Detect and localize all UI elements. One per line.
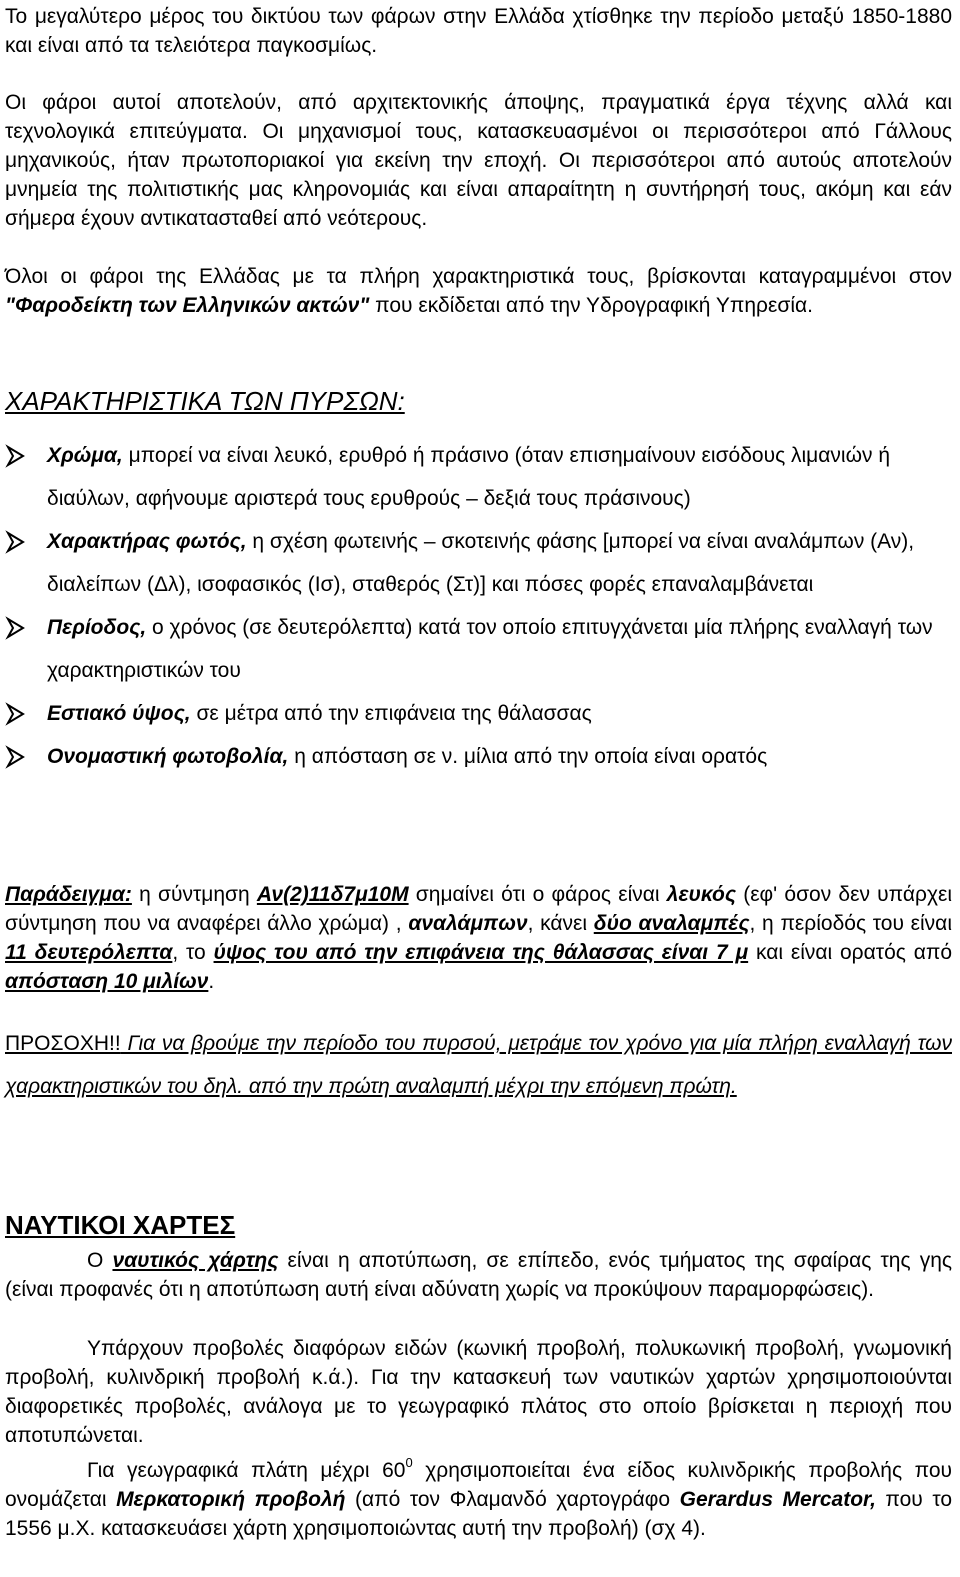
attention-label: ΠΡΟΣΟΧΗ!! <box>5 1032 121 1055</box>
example-text: , το <box>172 941 214 964</box>
charts-text: που το 1556 μ.Χ. κατασκευάσει χάρτη χρησιμοποιώντας αυτή την προβολή) (σχ 4). <box>5 1488 952 1540</box>
mercator-name: Gerardus Mercator, <box>679 1488 876 1511</box>
example-emphasis: 11 δευτερόλεπτα <box>5 941 173 964</box>
list-item-color <box>5 434 952 520</box>
arrow-bullet-icon <box>5 520 27 563</box>
list-item-term: Χρώμα, <box>47 444 123 467</box>
example-paragraph <box>5 880 952 996</box>
example-text: . <box>208 970 215 993</box>
example-text: και είναι ορατός από <box>748 941 953 964</box>
example-code: Αν(2)11δ7μ10Μ <box>256 883 409 906</box>
example-emphasis: απόσταση 10 μιλίων <box>5 970 209 993</box>
attention-text: Για να βρούμε την περίοδο του πυρσού, μετράμε τον χρόνο για μία πλήρη εναλλαγή των χαρακτηριστικών του δηλ. από την πρώτη αναλαμπή μέχρι την επόμενη πρώτη. <box>5 1032 952 1098</box>
list-item-period <box>5 606 952 692</box>
example-emphasis: λευκός <box>666 883 736 906</box>
intro-paragraph-2 <box>5 88 952 233</box>
example-emphasis: αναλάμπων <box>408 912 528 935</box>
charts-text: Ο <box>87 1249 113 1272</box>
list-item-term: Εστιακό ύψος, <box>47 702 191 725</box>
list-item-term: Χαρακτήρας φωτός, <box>47 530 247 553</box>
example-text: σημαίνει ότι ο φάρος είναι <box>408 883 667 906</box>
charts-text: είναι η αποτύπωση, σε επίπεδο, ενός τμήματος της σφαίρας της γης (είναι προφανές ότι η αποτύπωση αυτή είναι αδύνατη χωρίς να προκύψουν παραμορφώσεις). <box>5 1249 953 1301</box>
arrow-bullet-icon <box>5 606 27 649</box>
lighthouse-index-title: "Φαροδείκτη των Ελληνικών ακτών" <box>5 294 370 317</box>
list-item-light-character <box>5 520 952 606</box>
list-item-text: μπορεί να είναι λευκό, ερυθρό ή πράσινο (όταν επισημαίνουν εισόδους λιμανιών ή διαύλων, αφήνουμε αριστερά τους ερυθρούς – δεξιά τους πράσινους) <box>47 444 890 510</box>
degree-superscript: 0 <box>405 1455 413 1470</box>
list-item-text: η απόσταση σε ν. μίλια από την οποία είναι ορατός <box>288 745 768 768</box>
list-item-text: η σχέση φωτεινής – σκοτεινής φάσης [μπορεί να είναι αναλάμπων (Αν), διαλείπων (Δλ), ισοφασικός (Ισ), σταθερός (Στ)] και πόσες φορές επαναλαμβάνεται <box>47 530 915 596</box>
list-item-term: Περίοδος, <box>47 616 147 639</box>
intro-p3-text-end: που εκδίδεται από την Υδρογραφική Υπηρεσία. <box>369 294 813 317</box>
list-item-text: ο χρόνος (σε δευτερόλεπτα) κατά τον οποίο επιτυγχάνεται μία πλήρης εναλλαγή των χαρακτηριστικών του <box>47 616 933 682</box>
intro-paragraph-2-text: Οι φάροι αυτοί αποτελούν, από αρχιτεκτονικής άποψης, πραγματικά έργα τέχνης αλλά και τεχνολογικά επιτεύγματα. Οι μηχανισμοί τους, κατασκευασμένοι οι περισσότεροι από Γάλλους μηχανικούς, ήταν πρωτοποριακοί για εκείνη την εποχή. Οι περισσότεροι από αυτούς αποτελούν μνημεία της πολιτιστικής μας κληρονομιάς και είναι απαραίτητη η συντήρησή τους, ακόμη και εάν σήμερα έχουν αντικατασταθεί από νεότερους. <box>5 91 952 230</box>
example-text: , κάνει <box>527 912 594 935</box>
arrow-bullet-icon <box>5 735 27 778</box>
arrow-bullet-icon <box>5 434 27 477</box>
intro-p3-text: Όλοι οι φάροι της Ελλάδας με τα πλήρη χαρακτηριστικά τους, βρίσκονται καταγραμμένοι στον <box>5 265 952 288</box>
characteristics-list <box>5 434 952 778</box>
list-item-text: σε μέτρα από την επιφάνεια της θάλασσας <box>190 702 592 725</box>
charts-text: (από τον Φλαμανδό χαρτογράφο <box>345 1488 680 1511</box>
example-emphasis: ύψος του από την επιφάνεια της θάλασσας είναι 7 μ <box>213 941 749 964</box>
intro-paragraph-3 <box>5 262 952 320</box>
arrow-bullet-icon <box>5 692 27 735</box>
list-item-focal-height <box>5 692 952 735</box>
nautical-charts-heading: ΝΑΥΤΙΚΟΙ ΧΑΡΤΕΣ <box>5 1210 236 1240</box>
list-item-nominal-range <box>5 735 952 778</box>
mercator-projection-term: Μερκατορική προβολή <box>116 1488 346 1511</box>
example-label: Παράδειγμα: <box>5 883 132 906</box>
charts-paragraph-1 <box>5 1246 952 1304</box>
attention-note <box>5 1022 952 1108</box>
example-emphasis: δύο αναλαμπές <box>593 912 750 935</box>
charts-paragraph-3 <box>5 1450 952 1543</box>
example-text: η σύντμηση <box>131 883 257 906</box>
example-text: , η περίοδός του είναι <box>749 912 952 935</box>
charts-paragraph-2: Υπάρχουν προβολές διαφόρων ειδών (κωνική προβολή, πολυκωνική προβολή, γνωμονική προβολή, κυλινδρική προβολή κ.ά.). Για την κατασκευή των ναυτικών χαρτών χρησιμοποιούνται διαφορετικές προβολές, ανάλογα με το γεωγραφικό πλάτος στο οποίο βρίσκεται η περιοχή που αποτυπώνεται. <box>5 1337 952 1447</box>
intro-paragraph-1: Το μεγαλύτερο μέρος του δικτύου των φάρων στην Ελλάδα χτίσθηκε την περίοδο μεταξύ 1850-1880 και είναι από τα τελειότερα παγκοσμίως. <box>5 5 952 57</box>
example-text: (εφ' όσον δεν υπάρχει σύντμηση που να αναφέρει άλλο χρώμα) , <box>5 883 952 935</box>
list-item-term: Ονομαστική φωτοβολία, <box>47 745 289 768</box>
nautical-chart-term: ναυτικός χάρτης <box>112 1249 279 1272</box>
charts-text: χρησιμοποιείται ένα είδος κυλινδρικής προβολής που ονομάζεται <box>5 1459 953 1511</box>
charts-text: Για γεωγραφικά πλάτη μέχρι 60 <box>87 1459 406 1482</box>
characteristics-heading: ΧΑΡΑΚΤΗΡΙΣΤΙΚΑ ΤΩΝ ΠΥΡΣΩΝ: <box>5 386 405 416</box>
